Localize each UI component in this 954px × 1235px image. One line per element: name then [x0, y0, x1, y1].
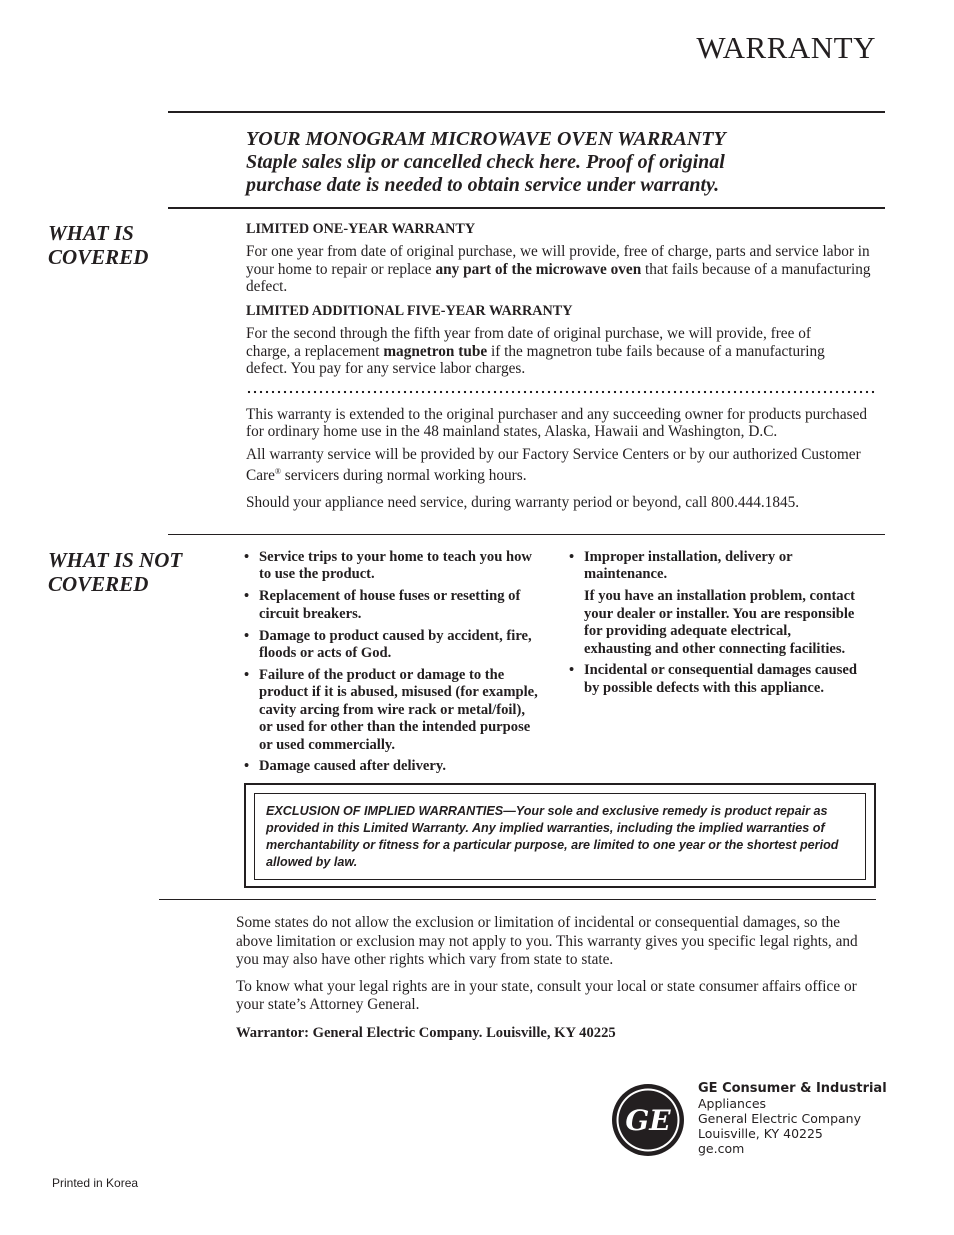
ge-line4: ge.com	[698, 1141, 745, 1156]
ge-line2: General Electric Company	[698, 1111, 861, 1126]
covered-label	[48, 221, 148, 269]
not-covered-left-list	[244, 549, 539, 780]
ge-brand: GE Consumer & Industrial	[698, 1081, 887, 1096]
rights-text: To know what your legal rights are in your state, consult your local or state consumer affairs office or your state’s Attorney General.	[236, 977, 857, 1014]
covered-label-line1: WHAT IS	[48, 221, 134, 245]
header-subtitle-line1: Staple sales slip or cancelled check here. Proof of original	[246, 151, 725, 173]
header-subtitle-line2: purchase date is needed to obtain service under warranty.	[246, 174, 720, 196]
states-text: Some states do not allow the exclusion or limitation of incidental or consequential damages, so the above limitation or exclusion may not apply to you. This warranty gives you specific legal rights, and you may also have other rights which vary from state to state.	[236, 914, 858, 969]
exclusion-text: EXCLUSION OF IMPLIED WARRANTIES—Your sole and exclusive remedy is product repair as provided in this Limited Warranty. Any implied warranties, including the implied warranties of merchantability or fitness for a particular purpose, are limited to one year or the shortest period allowed by law.	[266, 804, 839, 869]
one-year-heading: LIMITED ONE-YEAR WARRANTY	[246, 221, 476, 237]
not-covered-right-list	[569, 549, 859, 702]
extended-text: This warranty is extended to the original purchaser and any succeeding owner for products purchased for ordinary home use in the 48 mainland states, Alaska, Hawaii and Washington, D.C.	[246, 406, 868, 441]
installation-note: If you have an installation problem, contact your dealer or installer. You are responsible for providing adequate electrical, exhausting and other connecting facilities.	[584, 588, 855, 657]
covered-rule	[168, 534, 885, 535]
list-item: • Replacement of house fuses or resetting of circuit breakers.	[244, 588, 521, 622]
five-year-heading: LIMITED ADDITIONAL FIVE-YEAR WARRANTY	[246, 303, 573, 320]
list-item: • Damage caused after delivery.	[244, 758, 446, 775]
covered-terms	[246, 406, 876, 512]
covered-section	[246, 221, 876, 377]
ge-line1: Appliances	[698, 1096, 767, 1111]
covered-label-line2: COVERED	[48, 245, 149, 269]
five-year-text: For the second through the fifth year from date of original purchase, we will provide, free of charge, a replacement magnetron tube if the magnetron tube fails because of a manufacturing defect. You pay for any service labor charges.	[246, 325, 825, 378]
ge-monogram-logo-icon	[611, 1083, 685, 1157]
printed-in: Printed in Korea	[52, 1176, 139, 1190]
ge-address-block	[698, 1081, 887, 1156]
ge-line3: Louisville, KY 40225	[698, 1126, 823, 1141]
page-title: WARRANTY	[696, 30, 876, 65]
list-item: • Improper installation, delivery or maintenance. If you have an installation problem, contact your dealer or installer. You are responsible for providing adequate electrical, exhausting and other connecting facilities.	[569, 549, 859, 658]
header-rule	[168, 207, 885, 209]
top-rule	[168, 111, 885, 113]
footer-section	[236, 914, 866, 1043]
ge-logo-letters: GE	[625, 1104, 671, 1137]
not-covered-label	[48, 548, 182, 596]
not-covered-label-line1: WHAT IS NOT	[48, 548, 183, 572]
list-item: • Failure of the product or damage to the product if it is abused, misused (for example, cavity arcing from wire rack or metal/foil), or used for other than the intended purpose or used commercially.	[244, 666, 538, 753]
not-covered-label-line2: COVERED	[48, 572, 149, 596]
dotted-divider	[246, 390, 876, 394]
list-item: • Service trips to your home to teach you how to use the product.	[244, 549, 532, 583]
exclusion-box	[244, 783, 876, 888]
service-text: All warranty service will be provided by our Factory Service Centers or by our authorized Customer Care® servicers during normal working hours.	[246, 445, 861, 484]
warranty-header	[246, 128, 866, 197]
one-year-text: For one year from date of original purchase, we will provide, free of charge, parts and service labor in your home to repair or replace any part of the microwave oven that fails because of a manufacturing defect.	[246, 243, 871, 295]
list-item: • Incidental or consequential damages caused by possible defects with this appliance.	[569, 662, 857, 696]
footer-rule	[159, 899, 876, 900]
warrantor-text: Warrantor: General Electric Company. Louisville, KY 40225	[236, 1024, 616, 1041]
call-text: Should your appliance need service, during warranty period or beyond, call 800.444.1845.	[246, 494, 800, 512]
header-title: YOUR MONOGRAM MICROWAVE OVEN WARRANTY	[246, 128, 726, 150]
list-item: • Damage to product caused by accident, fire, floods or acts of God.	[244, 627, 532, 662]
